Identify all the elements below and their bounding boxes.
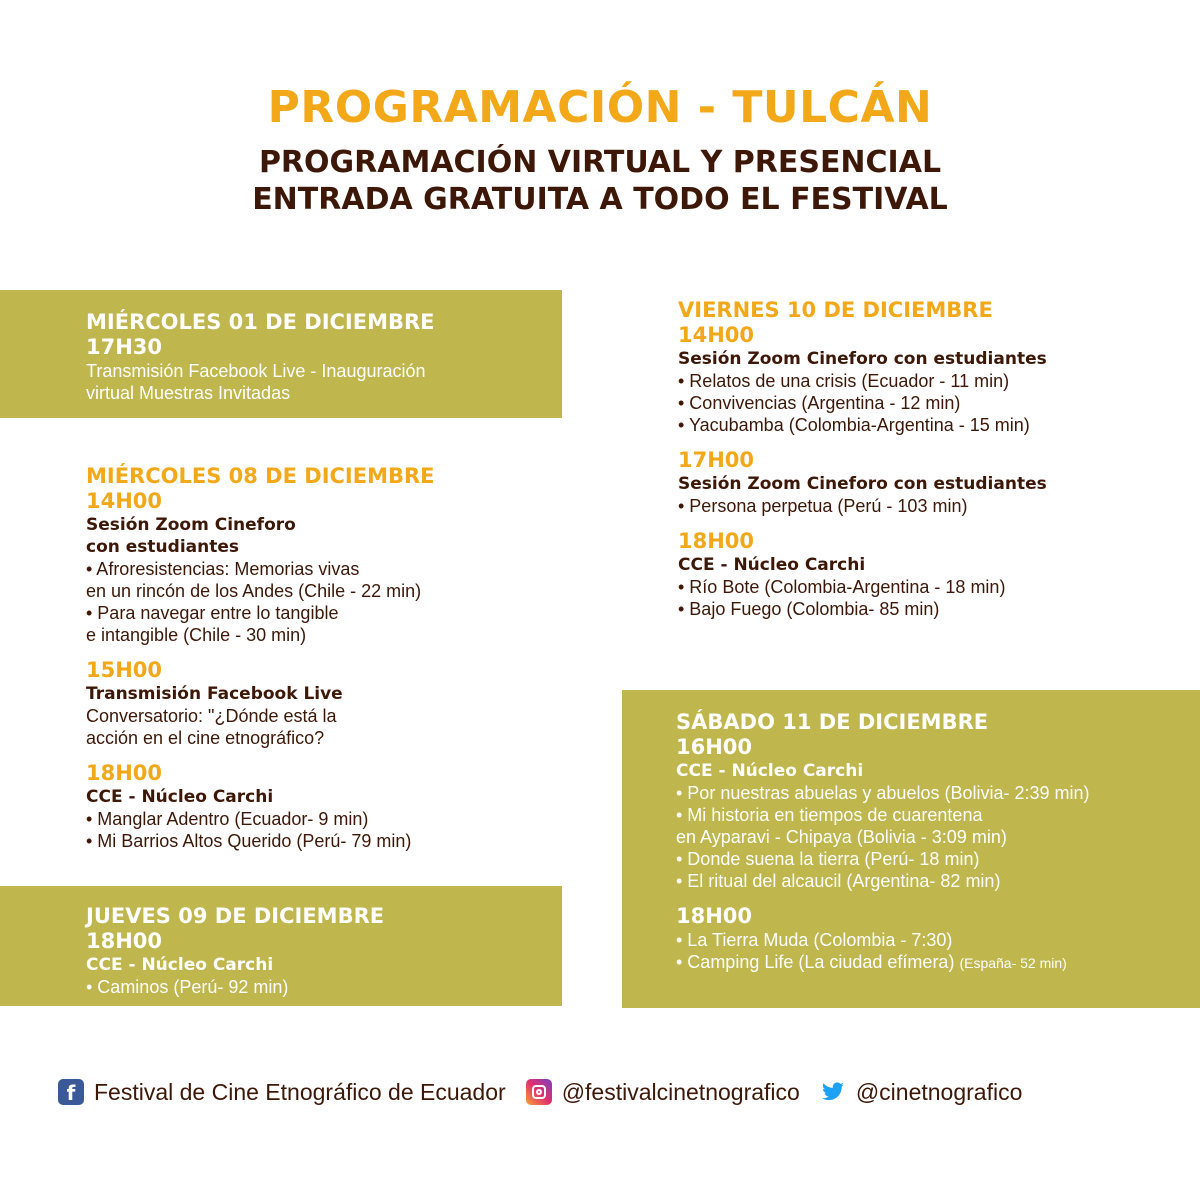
session-title: Transmisión Facebook Live bbox=[86, 684, 343, 704]
event-line: acción en el cine etnográfico? bbox=[86, 728, 325, 748]
session-title: Sesión Zoom Cineforo bbox=[86, 515, 296, 535]
film-line: • Bajo Fuego (Colombia- 85 min) bbox=[678, 599, 940, 619]
page-title: PROGRAMACIÓN - TULCÁN bbox=[267, 82, 933, 133]
film-line: en un rincón de los Andes (Chile - 22 min) bbox=[86, 581, 422, 601]
schedule-thu09 bbox=[86, 904, 384, 998]
time-label: 14H00 bbox=[86, 489, 163, 513]
film-line: e intangible (Chile - 30 min) bbox=[86, 625, 307, 645]
schedule-wed01 bbox=[86, 310, 435, 404]
session-title: CCE - Núcleo Carchi bbox=[86, 787, 274, 807]
film-line: • Yacubamba (Colombia-Argentina - 15 min) bbox=[678, 415, 1030, 435]
day-heading: MIÉRCOLES 08 DE DICIEMBRE bbox=[86, 464, 435, 488]
film-line: • Persona perpetua (Perú - 103 min) bbox=[678, 496, 968, 516]
film-line: • Para navegar entre lo tangible bbox=[86, 603, 339, 623]
time-label: 17H30 bbox=[86, 335, 163, 359]
day-heading: SÁBADO 11 DE DICIEMBRE bbox=[676, 710, 989, 734]
day-heading: MIÉRCOLES 01 DE DICIEMBRE bbox=[86, 310, 435, 334]
event-line: Transmisión Facebook Live - Inauguración bbox=[86, 361, 426, 381]
film-line: • Donde suena la tierra (Perú- 18 min) bbox=[676, 849, 980, 869]
film-line: • Relatos de una crisis (Ecuador - 11 min) bbox=[678, 371, 1010, 391]
facebook-icon[interactable]: f bbox=[58, 1079, 84, 1105]
session-title: CCE - Núcleo Carchi bbox=[678, 555, 866, 575]
time-label: 16H00 bbox=[676, 735, 753, 759]
instagram-icon[interactable] bbox=[526, 1079, 552, 1105]
day-heading: JUEVES 09 DE DICIEMBRE bbox=[86, 904, 385, 928]
day-heading: VIERNES 10 DE DICIEMBRE bbox=[678, 298, 993, 322]
session-title: CCE - Núcleo Carchi bbox=[676, 761, 864, 781]
film-line bbox=[676, 951, 1090, 974]
session-title: con estudiantes bbox=[86, 537, 239, 557]
session-title: Sesión Zoom Cineforo con estudiantes bbox=[678, 349, 1047, 369]
film-line: • Manglar Adentro (Ecuador- 9 min) bbox=[86, 809, 369, 829]
session-title: Sesión Zoom Cineforo con estudiantes bbox=[678, 474, 1047, 494]
page-subtitle-1: PROGRAMACIÓN VIRTUAL Y PRESENCIAL bbox=[258, 145, 942, 180]
event-line: Conversatorio: "¿Dónde está la bbox=[86, 706, 337, 726]
session-title: CCE - Núcleo Carchi bbox=[86, 955, 274, 975]
film-line: • Afroresistencias: Memorias vivas bbox=[86, 559, 360, 579]
time-label: 15H00 bbox=[86, 658, 163, 682]
social-footer bbox=[58, 1074, 1158, 1110]
page-subtitle-2: ENTRADA GRATUITA A TODO EL FESTIVAL bbox=[252, 182, 948, 217]
time-label: 18H00 bbox=[86, 929, 163, 953]
film-line: • Mi Barrios Altos Querido (Perú- 79 min) bbox=[86, 831, 412, 851]
film-meta: (España- 52 min) bbox=[959, 955, 1067, 971]
twitter-icon[interactable] bbox=[820, 1079, 846, 1105]
film-line: • Mi historia en tiempos de cuarentena bbox=[676, 805, 983, 825]
film-line: • Caminos (Perú- 92 min) bbox=[86, 977, 289, 997]
film-line: • Río Bote (Colombia-Argentina - 18 min) bbox=[678, 577, 1006, 597]
event-line: virtual Muestras Invitadas bbox=[86, 383, 291, 403]
facebook-handle[interactable]: Festival de Cine Etnográfico de Ecuador bbox=[94, 1078, 506, 1105]
schedule-wed08 bbox=[86, 464, 435, 852]
instagram-handle[interactable]: @festivalcinetnografico bbox=[561, 1078, 800, 1105]
film-line: • El ritual del alcaucil (Argentina- 82 min) bbox=[676, 871, 1001, 891]
schedule-sat11 bbox=[676, 710, 1090, 974]
film-title: • Camping Life (La ciudad efímera) bbox=[676, 952, 955, 972]
schedule-fri10 bbox=[678, 298, 1047, 620]
time-label: 14H00 bbox=[678, 323, 755, 347]
time-label: 18H00 bbox=[676, 904, 753, 928]
film-line: • La Tierra Muda (Colombia - 7:30) bbox=[676, 930, 953, 950]
time-label: 18H00 bbox=[678, 529, 755, 553]
twitter-handle[interactable]: @cinetnografico bbox=[855, 1078, 1023, 1105]
film-line: • Por nuestras abuelas y abuelos (Bolivia- 2:39 min) bbox=[676, 783, 1090, 803]
time-label: 18H00 bbox=[86, 761, 163, 785]
film-line: • Convivencias (Argentina - 12 min) bbox=[678, 393, 961, 413]
film-line: en Ayparavi - Chipaya (Bolivia - 3:09 min) bbox=[676, 827, 1007, 847]
time-label: 17H00 bbox=[678, 448, 755, 472]
